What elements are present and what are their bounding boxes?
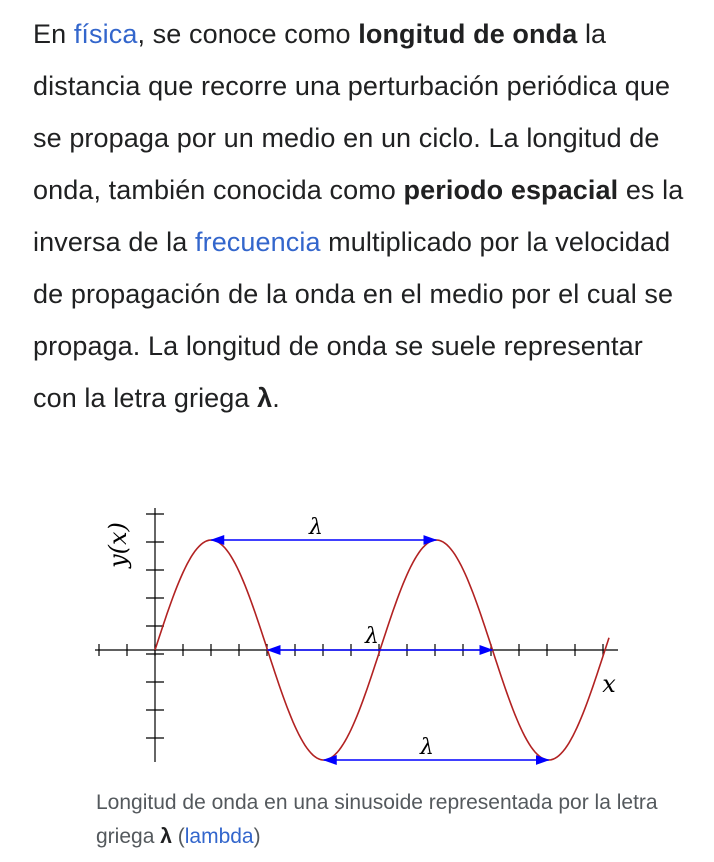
bold-term-longitud-de-onda: longitud de onda: [358, 19, 578, 49]
link-lambda[interactable]: lambda: [184, 825, 254, 848]
axes: [95, 508, 618, 762]
text-segment: es la inversa de la: [33, 175, 684, 257]
text-segment: .: [272, 383, 280, 413]
wavelength-figure[interactable]: [90, 500, 630, 780]
link-fisica[interactable]: física: [73, 19, 138, 49]
y-axis-label: y(x): [104, 522, 132, 568]
caption-text: ): [253, 825, 261, 848]
caption-bold-lambda: λ: [160, 825, 172, 848]
text-segment: multiplicado por la velocidad de propagación de la onda en el medio por el cual se propaga. La longitud de onda se suele representar con la letra griega: [33, 227, 674, 413]
lambda-label-middle: λ: [365, 624, 379, 649]
lambda-label-top: λ: [309, 515, 323, 540]
text-segment: En: [33, 19, 74, 49]
link-frecuencia[interactable]: frecuencia: [195, 227, 321, 257]
x-axis-label: x: [602, 670, 616, 698]
text-segment: la distancia que recorre una perturbación periódica que se propaga por un medio en un ciclo. La longitud de onda, también conocida como: [33, 19, 671, 205]
text-segment: , se conoce como: [137, 19, 359, 49]
wavelength-diagram: [90, 500, 630, 780]
caption-text: (: [171, 825, 185, 848]
figure-caption: [96, 786, 696, 854]
lambda-label-bottom: λ: [420, 735, 434, 760]
article-paragraph: [33, 8, 693, 424]
bold-lambda-symbol: λ: [257, 383, 273, 413]
caption-text: Longitud de onda en una sinusoide representada por la letra griega: [96, 791, 658, 848]
bold-term-periodo-espacial: periodo espacial: [403, 175, 619, 205]
